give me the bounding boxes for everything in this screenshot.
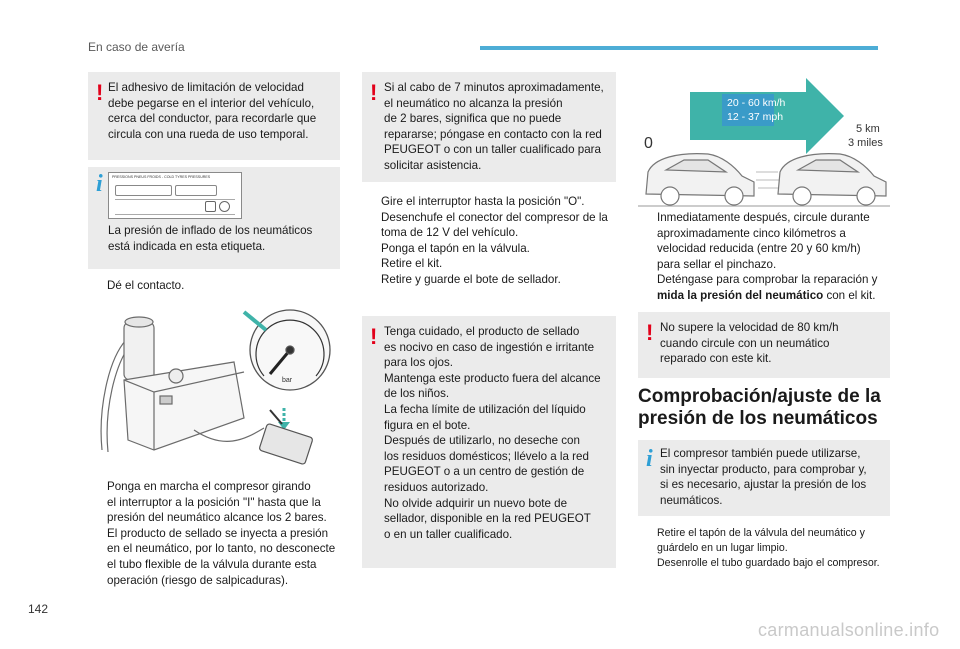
text-line: PEUGEOT o a un centro de gestión de xyxy=(384,465,585,479)
text-line: repararse; póngase en contacto con la red xyxy=(384,127,602,141)
bullet-item xyxy=(364,272,620,288)
text-line: o en un taller cualificado. xyxy=(384,527,513,541)
section-title xyxy=(638,386,898,430)
steps-after-inflation xyxy=(364,194,620,288)
compressor-dial xyxy=(169,369,183,383)
text-line: Mantenga este producto fuera del alcance xyxy=(384,371,601,385)
warning-icon: ! xyxy=(370,324,378,349)
bullet-text: guárdelo en un lugar limpio. xyxy=(657,542,788,554)
bullet-item xyxy=(364,241,620,257)
text-line: El adhesivo de limitación de velocidad xyxy=(108,81,304,94)
bullet-text: Desenchufe el conector del compresor de la xyxy=(381,210,608,224)
step-ignition xyxy=(90,278,340,294)
bullet-item xyxy=(640,526,894,556)
bullet-text: Desenrolle el tubo guardado bajo el compresor. xyxy=(657,557,880,569)
info-box-compressor xyxy=(638,440,890,516)
text-line: PEUGEOT o con un taller cualificado para xyxy=(384,143,601,157)
speed-kmh: 20 - 60 km/h xyxy=(727,97,786,109)
gauge-dial xyxy=(250,310,330,390)
text-line: solicitar asistencia. xyxy=(384,158,482,172)
bullet-text: Retire el tapón de la válvula del neumático y xyxy=(657,527,865,539)
warning-box-repair-fail xyxy=(362,72,616,182)
bullet-text: El producto de sellado se inyecta a presión xyxy=(107,526,329,540)
sticker-fuel-icon xyxy=(205,201,216,212)
header-rule xyxy=(480,46,878,50)
sticker-tyre-shape xyxy=(115,185,172,196)
bullet-text: Retire el kit. xyxy=(381,257,443,271)
text-line: de 2 bares, significa que no puede xyxy=(384,112,562,126)
speed-mph: 12 - 37 mph xyxy=(727,111,784,123)
text-line: No olvide adquirir un nuevo bote de xyxy=(384,496,568,510)
text-line: para los ojos. xyxy=(384,356,453,370)
distance-miles: 3 miles xyxy=(848,137,883,149)
info-text xyxy=(108,223,338,254)
gauge-unit: bar xyxy=(282,377,293,384)
bullet-text: Retire y guarde el bote de sellador. xyxy=(381,272,561,286)
bullet-text: toma de 12 V del vehículo. xyxy=(381,226,519,240)
title-line: presión de los neumáticos xyxy=(638,408,878,429)
bold-text: mida la presión del neumático xyxy=(657,288,824,302)
text-line: está indicada en esta etiqueta. xyxy=(108,239,266,253)
text-line: Si al cabo de 7 minutos aproximadamente, xyxy=(384,81,604,94)
text-line: residuos autorizado. xyxy=(384,480,489,494)
bullet-text: velocidad reducida (entre 20 y 60 km/h) xyxy=(657,242,861,256)
text-line: El compresor también puede utilizarse, xyxy=(660,447,861,460)
compressor-illustration xyxy=(94,300,340,472)
bullet-item xyxy=(364,210,620,241)
text-line: neumáticos. xyxy=(660,493,723,507)
text-line: debe pegarse en el interior del vehículo, xyxy=(108,96,315,110)
page-number: 142 xyxy=(28,602,49,616)
bullet-item xyxy=(364,256,620,272)
sticker-table xyxy=(115,199,235,215)
bullet-text: Gire el interruptor hasta la posición "O". xyxy=(381,195,585,208)
bullet-item xyxy=(640,210,892,272)
bottle-cap xyxy=(125,317,153,327)
text-line: Después de utilizarlo, no deseche con xyxy=(384,434,580,448)
warning-box-sticker xyxy=(88,72,340,160)
bullet-text: Dé el contacto. xyxy=(107,279,185,292)
start-label: 0 xyxy=(644,135,653,152)
bullet-text: operación (riesgo de salpicaduras). xyxy=(107,573,289,587)
step-start-compressor xyxy=(90,479,342,588)
info-icon: i xyxy=(96,171,103,197)
drive-diagram xyxy=(638,72,890,208)
distance-km: 5 km xyxy=(856,123,880,135)
bullet-text xyxy=(657,288,892,304)
bullet-text: aproximadamente cinco kilómetros a xyxy=(657,226,846,240)
bullet-text: para sellar el pinchazo. xyxy=(657,257,777,271)
title-line: Comprobación/ajuste de la xyxy=(638,386,881,407)
text-line: cerca del conductor, para recordarle que xyxy=(108,112,317,126)
bullet-text: Ponga en marcha el compresor girando xyxy=(107,480,311,493)
text-line: figura en el bote. xyxy=(384,418,471,432)
text-line: Tenga cuidado, el producto de sellado xyxy=(384,325,580,338)
sealant-bottle xyxy=(124,322,154,380)
bullet-item xyxy=(90,278,340,294)
bullet-text: el interruptor a la posición "I" hasta que la xyxy=(107,495,321,509)
bullet-item xyxy=(90,479,342,588)
watermark: carmanualsonline.info xyxy=(758,620,940,640)
warning-icon: ! xyxy=(646,320,654,345)
text-line: el neumático no alcanza la presión xyxy=(384,96,563,110)
bullet-text-rest: con el kit. xyxy=(823,288,876,302)
bullet-item xyxy=(364,194,620,210)
info-icon: i xyxy=(646,446,653,472)
bullet-text: Inmediatamente después, circule durante xyxy=(657,211,870,224)
text-line: La fecha límite de utilización del líquido xyxy=(384,402,586,416)
warning-box-speed xyxy=(638,312,890,378)
bullet-text: en el neumático, por lo tanto, no desconecte xyxy=(107,542,336,556)
text-line: No supere la velocidad de 80 km/h xyxy=(660,321,839,334)
text-line: reparado con este kit. xyxy=(660,352,772,366)
steps-check-pressure xyxy=(640,526,894,571)
warning-box-sealant xyxy=(362,316,616,568)
bullet-item xyxy=(640,556,894,571)
steps-drive xyxy=(640,210,892,304)
text-line: cuando circule con un neumático xyxy=(660,336,830,350)
bullet-text: presión del neumático alcance los 2 bares. xyxy=(107,511,327,525)
warning-icon: ! xyxy=(370,80,378,105)
warning-text xyxy=(108,80,338,142)
text-line: de los niños. xyxy=(384,387,450,401)
warning-text xyxy=(660,320,888,367)
bullet-text: Ponga el tapón en la válvula. xyxy=(381,241,530,255)
compressor-switch xyxy=(160,396,172,404)
info-text xyxy=(660,446,888,508)
text-line: sin inyectar producto, para comprobar y, xyxy=(660,462,867,476)
bullet-text: el tubo flexible de la válvula durante esta xyxy=(107,557,317,571)
bullet-item xyxy=(640,272,892,303)
sticker-tyre-shape xyxy=(175,185,217,196)
text-line: los residuos domésticos; llévelo a la red xyxy=(384,449,589,463)
sticker-tyre-icon xyxy=(219,201,230,212)
sticker-title: PRESSIONS PNEUS FROIDS - COLD TYRES PRESSURES xyxy=(112,175,211,179)
warning-text xyxy=(384,324,616,542)
warning-icon: ! xyxy=(96,80,104,105)
text-line: La presión de inflado de los neumáticos xyxy=(108,224,313,237)
bullet-text: Deténgase para comprobar la reparación y xyxy=(657,273,878,287)
pressure-label-sticker xyxy=(108,172,242,219)
text-line: sellador, disponible en la red PEUGEOT xyxy=(384,512,591,526)
running-header: En caso de avería xyxy=(88,40,185,54)
text-line: circula con una rueda de uso temporal. xyxy=(108,127,309,141)
info-box-pressure-label xyxy=(88,167,340,269)
warning-text xyxy=(384,80,616,174)
text-line: si es necesario, ajustar la presión de los xyxy=(660,478,867,492)
text-line: es nocivo en caso de ingestión e irritante xyxy=(384,340,595,354)
